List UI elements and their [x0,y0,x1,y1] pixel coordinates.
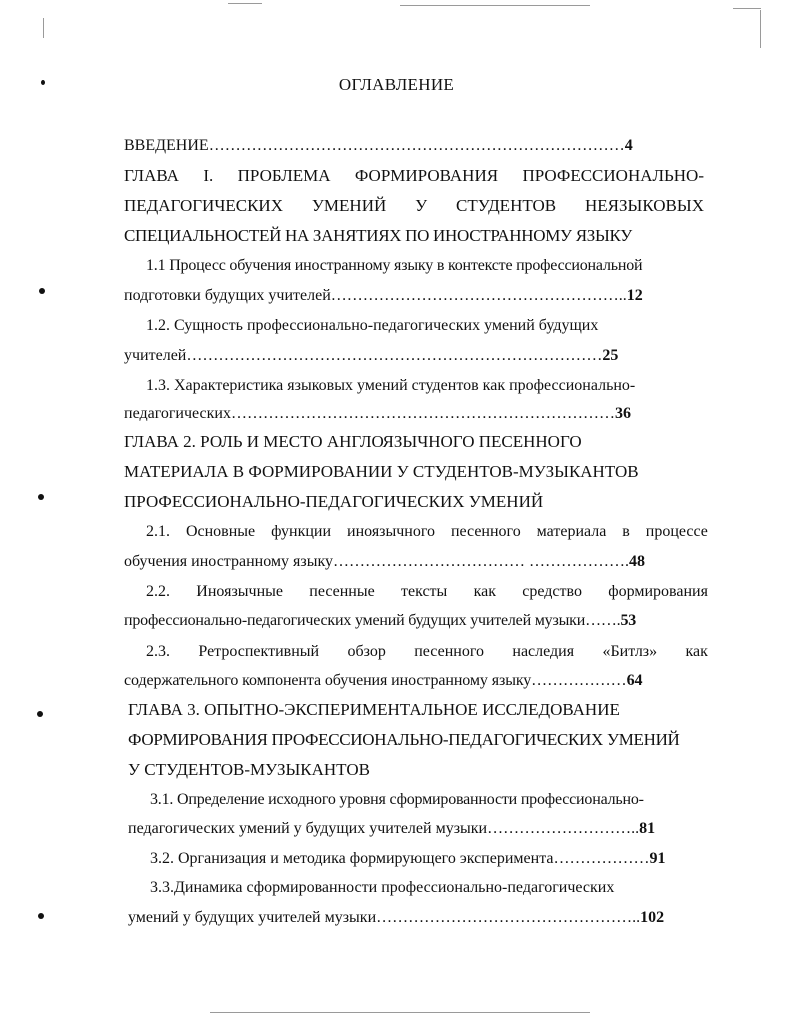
toc-chapter-1-line-1[interactable] [124,166,704,186]
toc-section-2-3-line-2[interactable] [124,671,642,691]
toc-section-2-2-line-2[interactable] [124,611,636,631]
toc-entry-text: обучения иностранному языку……………………………… ………………. [124,553,629,570]
page-number: 4 [624,137,633,154]
word: иноязычного [347,523,436,540]
scan-top-line-2 [400,5,590,6]
word: процессе [645,523,708,540]
word: «Битлз» [602,643,658,660]
word: I. [203,166,214,185]
scan-top-line-1 [228,3,262,4]
page-number: 102 [640,909,665,926]
word: УМЕНИЙ [311,196,387,215]
word: НЕЯЗЫКОВЫХ [585,196,704,215]
page-number: 64 [626,672,643,689]
toc-chapter-1-line-2[interactable] [124,196,704,216]
word: 2.3. [146,643,170,660]
toc-section-1-2-line-1[interactable]: 1.2. Сущность профессионально-педагогических умений будущих [146,317,599,334]
toc-section-1-1-line-2[interactable] [124,286,643,306]
toc-chapter-2-line-1[interactable]: ГЛАВА 2. РОЛЬ И МЕСТО АНГЛОЯЗЫЧНОГО ПЕСЕННОГО [124,432,582,451]
word: наследия [512,643,575,660]
word: ПРОФЕССИОНАЛЬНО- [522,166,704,185]
word: формирования [608,583,708,600]
binding-hole-mark [38,494,44,500]
word: средство [522,583,582,600]
word: Основные [185,523,256,540]
toc-entry-text: педагогических……………………………………………………………… [124,405,615,422]
word: 2.1. [146,523,170,540]
toc-section-1-3-line-1[interactable]: 1.3. Характеристика языковых умений студентов как профессионально- [146,377,636,394]
toc-section-3-3-line-2[interactable] [128,908,664,928]
toc-section-3-1-line-1[interactable]: 3.1. Определение исходного уровня сформированности профессионально- [150,791,644,808]
word: функции [271,523,332,540]
word: в [622,523,630,540]
word: ПРОБЛЕМА [237,166,331,185]
word: Ретроспективный [198,643,320,660]
toc-entry-text: умений у будущих учителей музыки………………………………………….. [128,909,641,926]
word: обзор [347,643,386,660]
toc-entry-text: подготовки будущих учителей……………………………………………….. [124,287,627,304]
toc-section-2-1-line-1[interactable] [146,522,708,542]
page-number: 53 [620,612,637,629]
toc-entry-text: 3.2. Организация и методика формирующего эксперимента……………… [150,850,650,867]
word: ФОРМИРОВАНИЯ [354,166,499,185]
page-number: 36 [614,405,631,422]
word: ПЕДАГОГИЧЕСКИХ [124,196,283,215]
word: 2.2. [146,583,170,600]
binding-hole-mark [39,288,45,294]
toc-section-1-3-line-2[interactable] [124,404,631,424]
word: как [473,583,496,600]
word: ГЛАВА [124,166,179,185]
page-title: ОГЛАВЛЕНИЕ [338,75,455,94]
word: СТУДЕНТОВ [456,196,557,215]
toc-chapter-2-line-3[interactable]: ПРОФЕССИОНАЛЬНО-ПЕДАГОГИЧЕСКИХ УМЕНИЙ [124,492,544,511]
page-number: 91 [649,850,666,867]
toc-section-2-3-line-1[interactable] [146,642,708,662]
word: У [415,196,428,215]
toc-entry-text: профессионально-педагогических умений будущих учителей музыки……. [124,612,621,629]
toc-chapter-3-line-1[interactable]: ГЛАВА 3. ОПЫТНО-ЭКСПЕРИМЕНТАЛЬНОЕ ИССЛЕДОВАНИЕ [128,700,620,719]
toc-section-1-2-line-2[interactable] [124,346,618,366]
scan-bottom-line [210,1012,590,1013]
scan-top-line-3 [733,8,761,9]
page-number: 25 [602,347,619,364]
toc-section-1-1-line-1[interactable]: 1.1 Процесс обучения иностранному языку в контексте профессиональной [146,257,643,274]
toc-entry-text: ВВЕДЕНИЕ…………………………………………………………………… [124,137,625,154]
toc-entry-intro[interactable] [124,136,698,156]
toc-entry-text: содержательного компонента обучения иностранному языку……………… [124,672,627,689]
toc-chapter-3-line-3[interactable]: У СТУДЕНТОВ-МУЗЫКАНТОВ [128,760,370,779]
toc-entry-text: учителей…………………………………………………………………… [124,347,603,364]
toc-chapter-2-line-2[interactable]: МАТЕРИАЛА В ФОРМИРОВАНИИ У СТУДЕНТОВ-МУЗЫКАНТОВ [124,462,639,481]
binding-hole-mark [37,711,43,717]
word: тексты [400,583,448,600]
scan-left-mark [43,18,44,38]
toc-section-2-2-line-1[interactable] [146,582,708,602]
toc-entry-text: педагогических умений у будущих учителей музыки……………………….. [128,820,640,837]
toc-section-3-2-line-1[interactable] [150,849,665,869]
toc-section-3-1-line-2[interactable] [128,819,655,839]
word: песенные [309,583,375,600]
word: песенного [450,523,521,540]
page-number: 48 [629,553,645,570]
toc-section-2-1-line-2[interactable] [124,552,645,572]
binding-hole-mark [38,913,44,919]
word: песенного [414,643,484,660]
word: материала [536,523,607,540]
page-number: 81 [639,820,656,837]
toc-chapter-1-line-3[interactable]: СПЕЦИАЛЬНОСТЕЙ НА ЗАНЯТИЯХ ПО ИНОСТРАННОМУ ЯЗЫКУ [124,226,632,245]
word: как [685,643,708,660]
scan-right-mark [760,10,761,48]
page-number: 12 [626,287,643,304]
toc-chapter-3-line-2[interactable]: ФОРМИРОВАНИЯ ПРОФЕССИОНАЛЬНО-ПЕДАГОГИЧЕСКИХ УМЕНИЙ [128,730,680,749]
word: Иноязычные [196,583,283,600]
toc-section-3-3-line-1[interactable]: 3.3.Динамика сформированности профессионально-педагогических [150,879,615,896]
